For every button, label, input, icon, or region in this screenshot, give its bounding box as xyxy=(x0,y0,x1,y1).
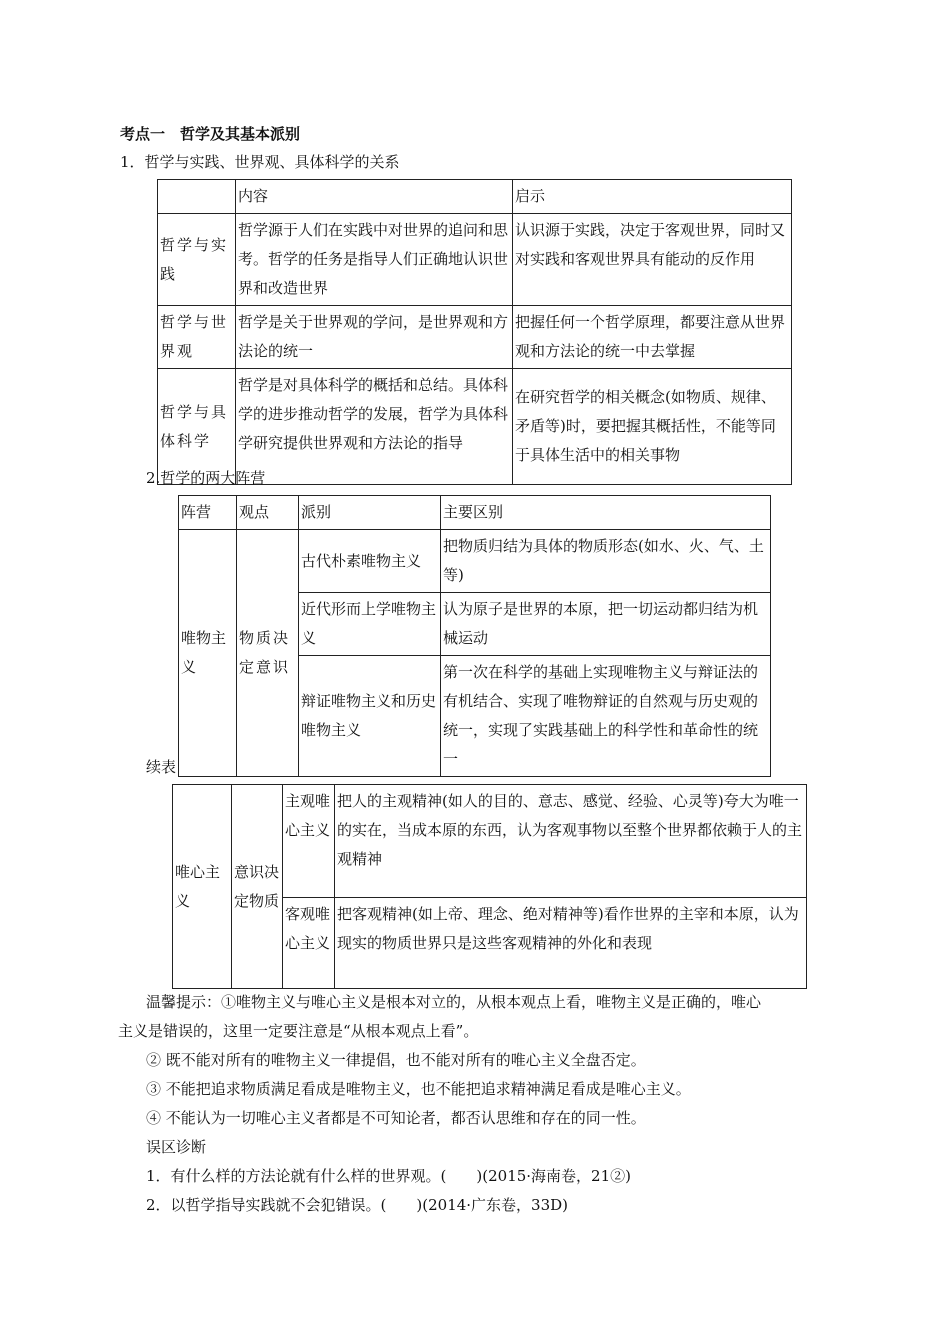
row-insight: 认识源于实践，决定于客观世界，同时又对实践和客观世界具有能动的反作用 xyxy=(513,214,792,306)
diagnosis-question-1: 1．有什么样的方法论就有什么样的世界观。( )(2015·海南卷，21②) xyxy=(146,1167,631,1185)
header-cell-insight: 启示 xyxy=(513,180,792,214)
header-cell-difference: 主要区别 xyxy=(441,496,771,530)
diagnosis-title: 误区诊断 xyxy=(146,1138,207,1156)
tip-line-1b: 主义是错误的，这里一定要注意是“从根本观点上看”。 xyxy=(118,1022,479,1040)
idealism-table xyxy=(172,784,807,989)
tip-line-1a: 温馨提示：①唯物主义与唯心主义是根本对立的，从根本观点上看，唯物主义是正确的，唯心 xyxy=(146,993,762,1011)
school-cell: 客观唯心主义 xyxy=(283,898,335,989)
camp-materialism: 唯物主义 xyxy=(179,530,237,777)
header-cell-empty xyxy=(158,180,236,214)
table-row xyxy=(158,214,792,306)
item1-title: 1．哲学与实践、世界观、具体科学的关系 xyxy=(120,153,400,171)
header-cell-view: 观点 xyxy=(237,496,299,530)
table-row xyxy=(173,785,807,898)
item2-title: 2.哲学的两大阵营 xyxy=(146,469,266,487)
camp-idealism: 唯心主义 xyxy=(173,785,232,989)
continued-label: 续表 xyxy=(146,758,177,776)
tip-line-4: ④ 不能认为一切唯心主义者都是不可知论者，都否认思维和存在的同一性。 xyxy=(146,1109,646,1127)
row-content: 哲学源于人们在实践中对世界的追问和思考。哲学的任务是指导人们正确地认识世界和改造世界 xyxy=(236,214,513,306)
table-row xyxy=(179,530,771,593)
difference-cell: 把人的主观精神(如人的目的、意志、感觉、经验、心灵等)夸大为唯一的实在，当成本原的东西，认为客观事物以至整个世界都依赖于人的主观精神 xyxy=(335,785,807,898)
view-matter-decides: 物质决定意识 xyxy=(237,530,299,777)
view-consciousness-decides: 意识决定物质 xyxy=(232,785,283,989)
row-label: 哲学与实践 xyxy=(158,214,236,306)
difference-cell: 第一次在科学的基础上实现唯物主义与辩证法的有机结合、实现了唯物辩证的自然观与历史观的统一，实现了实践基础上的科学性和革命性的统一 xyxy=(441,656,771,777)
tip-line-2: ② 既不能对所有的唯物主义一律提倡，也不能对所有的唯心主义全盘否定。 xyxy=(146,1051,646,1069)
row-content: 哲学是对具体科学的概括和总结。具体科学的进步推动哲学的发展，哲学为具体科学研究提供世界观和方法论的指导 xyxy=(236,369,513,485)
difference-cell: 把客观精神(如上帝、理念、绝对精神等)看作世界的主宰和本原，认为现实的物质世界只是这些客观精神的外化和表现 xyxy=(335,898,807,989)
table-header-row xyxy=(179,496,771,530)
school-cell: 古代朴素唯物主义 xyxy=(299,530,441,593)
section-title: 考点一 哲学及其基本派别 xyxy=(120,125,301,143)
table-row xyxy=(158,306,792,369)
philosophy-relations-table xyxy=(157,179,792,485)
tip-line-3: ③ 不能把追求物质满足看成是唯物主义，也不能把追求精神满足看成是唯心主义。 xyxy=(146,1080,691,1098)
difference-cell: 把物质归结为具体的物质形态(如水、火、气、土等) xyxy=(441,530,771,593)
school-cell: 辩证唯物主义和历史唯物主义 xyxy=(299,656,441,777)
school-cell: 近代形而上学唯物主义 xyxy=(299,593,441,656)
row-label: 哲学与世界观 xyxy=(158,306,236,369)
row-label: 哲学与具体科学 xyxy=(158,369,236,485)
header-cell-school: 派别 xyxy=(299,496,441,530)
diagnosis-question-2: 2．以哲学指导实践就不会犯错误。( )(2014·广东卷，33D) xyxy=(146,1196,569,1214)
materialism-table xyxy=(178,495,771,777)
school-cell: 主观唯心主义 xyxy=(283,785,335,898)
row-insight: 把握任何一个哲学原理，都要注意从世界观和方法论的统一中去掌握 xyxy=(513,306,792,369)
row-content: 哲学是关于世界观的学问，是世界观和方法论的统一 xyxy=(236,306,513,369)
row-insight: 在研究哲学的相关概念(如物质、规律、矛盾等)时，要把握其概括性，不能等同于具体生活中的相关事物 xyxy=(513,369,792,485)
header-cell-camp: 阵营 xyxy=(179,496,237,530)
table-header-row xyxy=(158,180,792,214)
header-cell-content: 内容 xyxy=(236,180,513,214)
difference-cell: 认为原子是世界的本原，把一切运动都归结为机械运动 xyxy=(441,593,771,656)
